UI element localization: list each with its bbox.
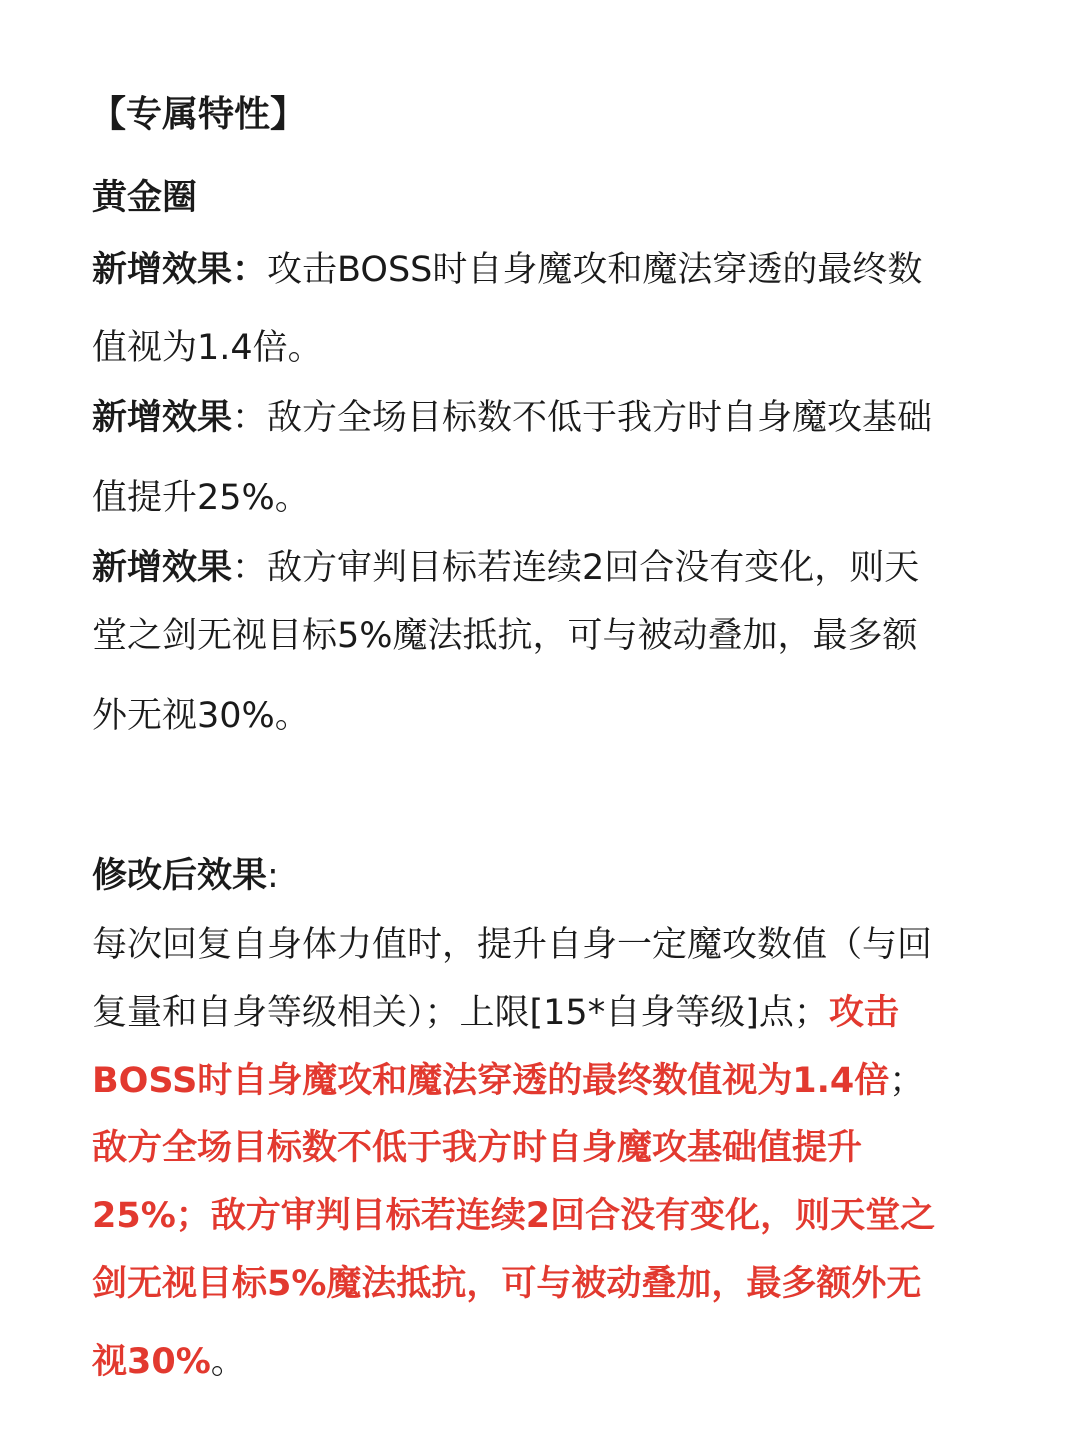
effect-colon: ： xyxy=(232,548,268,588)
effect-entry-1-line-1 xyxy=(92,250,1002,290)
effect-entry-3-line-3: 外无视30%。 xyxy=(92,696,310,736)
effect-label: 新增效果 xyxy=(92,548,233,588)
effect-label: 新增效果 xyxy=(92,398,233,438)
modified-line-1: 每次回复自身体力值时，提升自身一定魔攻数值（与回 xyxy=(92,925,933,965)
item-name: 黄金圈 xyxy=(92,178,198,218)
modified-line-2 xyxy=(92,993,1002,1033)
effect-text: 敌方审判目标若连续2回合没有变化，则天 xyxy=(267,548,920,588)
modified-plain-text: 。 xyxy=(210,1342,246,1382)
effect-text: 敌方全场目标数不低于我方时自身魔攻基础 xyxy=(267,398,933,438)
modified-highlight-text: 敌方全场目标数不低于我方时自身魔攻基础值提升 xyxy=(92,1128,863,1168)
modified-line-4 xyxy=(92,1128,1002,1168)
modified-plain-text: ； xyxy=(889,1061,925,1101)
modified-effect-heading xyxy=(92,856,1002,896)
modified-line-6 xyxy=(92,1264,1002,1304)
modified-plain-text: 复量和自身等级相关）；上限[15*自身等级]点； xyxy=(92,993,829,1033)
modified-colon: : xyxy=(267,856,279,896)
effect-entry-3-line-2: 堂之剑无视目标5%魔法抵抗，可与被动叠加，最多额 xyxy=(92,616,918,656)
modified-highlight-text: BOSS时自身魔攻和魔法穿透的最终数值视为1.4倍 xyxy=(92,1061,890,1101)
modified-highlight-text: 剑无视目标5%魔法抵抗，可与被动叠加，最多额外无 xyxy=(92,1264,922,1304)
effect-colon: ： xyxy=(232,398,268,438)
effect-entry-2-line-1 xyxy=(92,398,1002,438)
section-header: 【专属特性】 xyxy=(90,95,307,135)
effect-entry-1-line-2: 值视为1.4倍。 xyxy=(92,328,323,368)
effect-label: 新增效果： xyxy=(92,250,268,290)
effect-entry-3-line-1 xyxy=(92,548,1002,588)
modified-label: 修改后效果 xyxy=(92,856,268,896)
modified-line-5 xyxy=(92,1196,1002,1236)
modified-highlight-text: 攻击 xyxy=(828,993,899,1033)
modified-line-3 xyxy=(92,1061,1002,1101)
effect-text: 攻击BOSS时自身魔攻和魔法穿透的最终数 xyxy=(267,250,923,290)
modified-highlight-text: 25%；敌方审判目标若连续2回合没有变化，则天堂之 xyxy=(92,1196,936,1236)
modified-line-7 xyxy=(92,1342,1002,1382)
modified-highlight-text: 视30% xyxy=(92,1342,211,1382)
effect-entry-2-line-2: 值提升25%。 xyxy=(92,478,310,518)
